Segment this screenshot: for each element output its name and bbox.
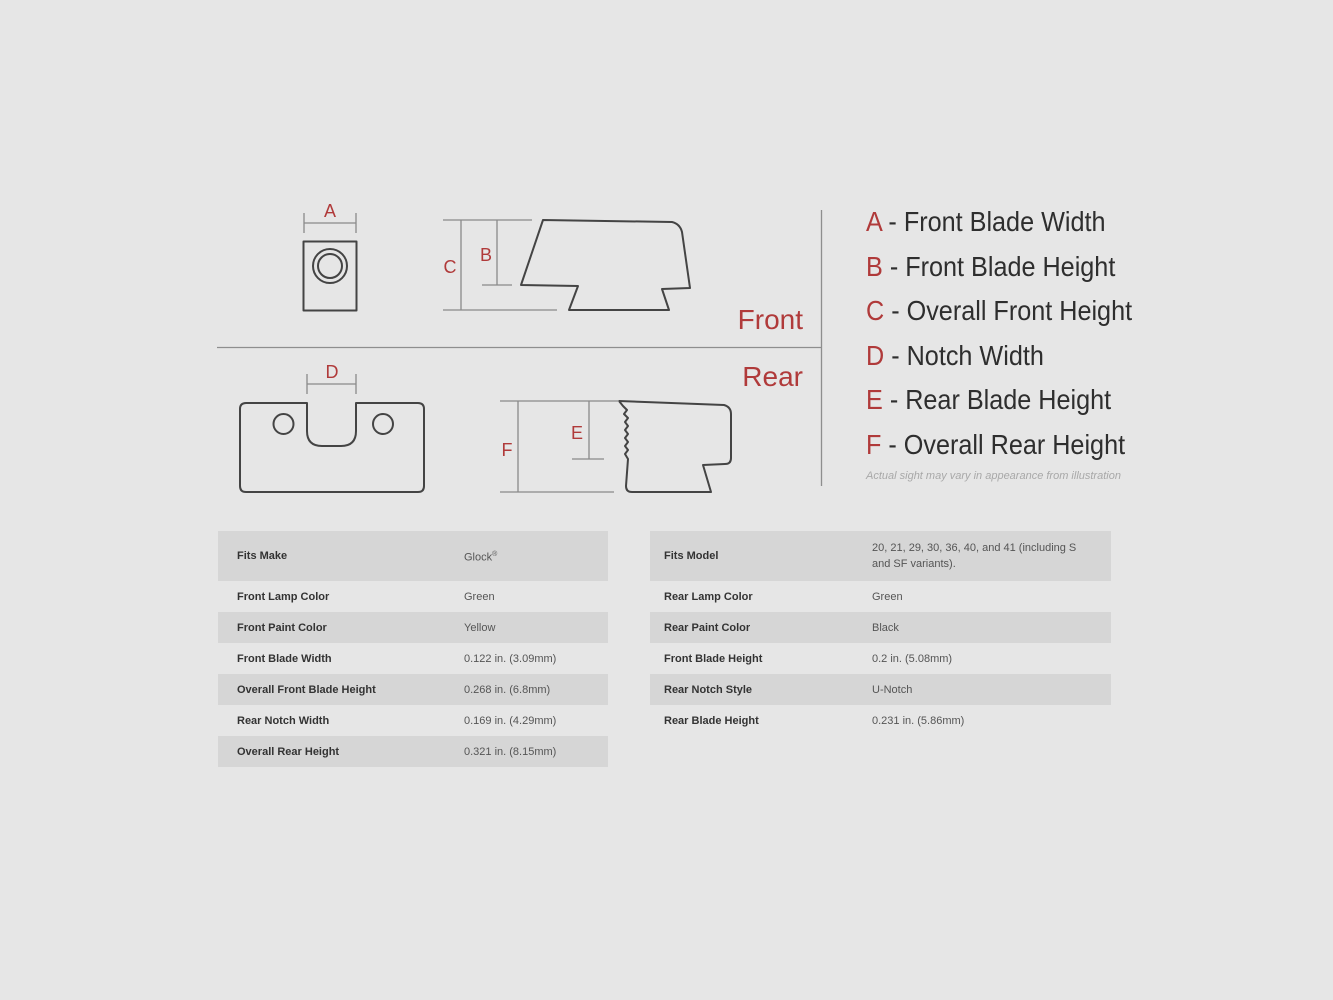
legend-label: - Overall Front Height [884, 295, 1133, 326]
dimension-c [443, 220, 557, 310]
legend-letter: E [866, 384, 883, 415]
table-row [218, 705, 608, 736]
spec-label: Front Blade Height [664, 652, 763, 665]
legend-label: - Overall Rear Height [881, 428, 1126, 460]
legend-letter: C [866, 295, 885, 326]
table-row [218, 736, 608, 767]
spec-value: 0.169 in. (4.29mm) [464, 714, 557, 727]
front-sight-end-view [304, 242, 357, 311]
dimension-d [307, 362, 356, 394]
spec-label: Rear Blade Height [664, 714, 759, 727]
table-row [218, 581, 608, 612]
front-sight-side-view [521, 220, 690, 310]
table-row [650, 531, 1111, 581]
spec-value: 0.321 in. (8.15mm) [464, 745, 557, 758]
dim-letter-f: F [501, 440, 513, 460]
legend-letter: F [866, 428, 882, 460]
legend-item [866, 289, 1132, 334]
legend-letter: D [866, 339, 885, 371]
dimension-e [571, 401, 619, 459]
legend-letter: B [866, 250, 883, 282]
spec-label: Fits Make [237, 550, 288, 562]
legend-item [866, 200, 1132, 245]
section-label-front: Front [737, 304, 803, 335]
spec-value: Yellow [464, 621, 496, 634]
table-row [218, 674, 608, 705]
dim-letter-c: C [443, 257, 457, 277]
legend-label: - Front Blade Width [881, 206, 1106, 237]
spec-label: Front Lamp Color [237, 590, 330, 603]
legend-item [866, 245, 1132, 290]
dimension-f [500, 401, 614, 492]
illustration-disclaimer: Actual sight may vary in appearance from illustration [866, 470, 1121, 482]
table-row [650, 705, 1111, 736]
spec-value: Green [872, 590, 903, 603]
legend-label: - Rear Blade Height [882, 384, 1112, 415]
rear-sight-front-view [240, 403, 424, 492]
legend-label: - Front Blade Height [882, 250, 1116, 282]
table-row [650, 674, 1111, 705]
registered-mark: ® [492, 550, 498, 558]
spec-value: 0.231 in. (5.86mm) [872, 714, 965, 727]
table-row [650, 643, 1111, 674]
table-row [650, 612, 1111, 643]
spec-value: 0.2 in. (5.08mm) [872, 652, 953, 665]
table-row [218, 531, 608, 581]
rear-sight-side-view [619, 401, 731, 492]
legend-item [866, 334, 1132, 379]
spec-value: 0.268 in. (6.8mm) [464, 683, 551, 696]
spec-label: Rear Paint Color [664, 621, 751, 634]
spec-label: Front Blade Width [237, 652, 332, 665]
dim-letter-a: A [323, 201, 337, 221]
legend-item [866, 378, 1132, 423]
dimension-a [304, 201, 356, 233]
dimension-legend [866, 200, 1162, 482]
dim-letter-d: D [325, 362, 339, 382]
spec-value: Black [872, 621, 899, 634]
specs-table-right [650, 531, 1111, 736]
spec-label: Front Paint Color [237, 621, 327, 634]
spec-label: Overall Front Blade Height [237, 683, 376, 696]
table-row [650, 581, 1111, 612]
specs-table-left [218, 531, 608, 767]
dim-letter-b: B [479, 245, 493, 265]
dim-letter-e: E [570, 423, 584, 443]
legend-item [866, 423, 1132, 468]
table-row [218, 643, 608, 674]
spec-label: Rear Lamp Color [664, 590, 753, 603]
table-row [218, 612, 608, 643]
spec-value: Green [464, 590, 495, 603]
section-label-rear: Rear [742, 361, 803, 392]
spec-value: U-Notch [872, 683, 913, 696]
legend-letter: A [866, 206, 882, 237]
spec-label: Rear Notch Style [664, 683, 753, 696]
spec-value: 20, 21, 29, 30, 36, 40, and 41 (including S and SF variants). [872, 542, 1077, 570]
spec-label: Overall Rear Height [237, 745, 340, 758]
spec-label: Rear Notch Width [237, 714, 330, 727]
spec-label: Fits Model [664, 550, 719, 562]
spec-value: Glock® [464, 550, 498, 564]
legend-label: - Notch Width [884, 339, 1044, 371]
spec-value: 0.122 in. (3.09mm) [464, 652, 557, 665]
